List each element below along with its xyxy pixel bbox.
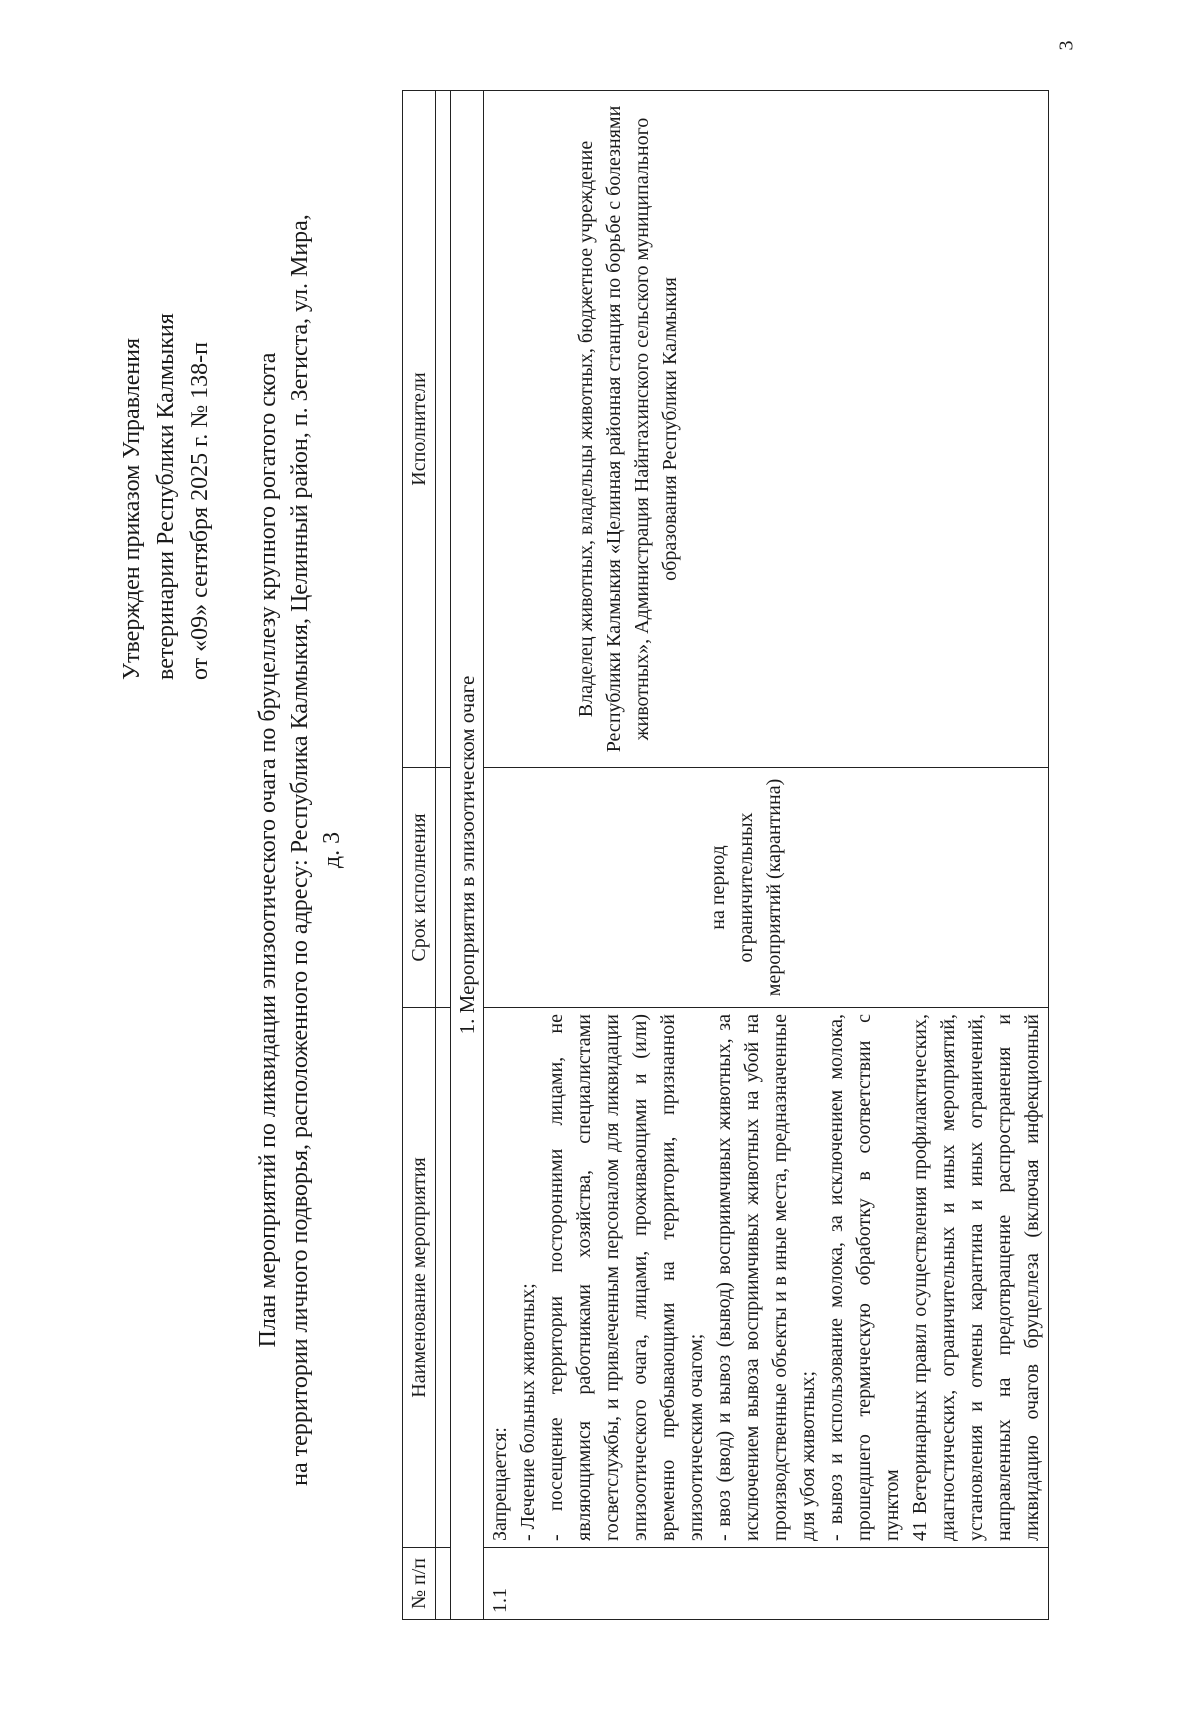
description-line: направленных на предотвращение распространения и xyxy=(993,1014,1015,1541)
header-num: № п/п xyxy=(403,1548,436,1620)
table-header-row xyxy=(403,91,436,1620)
spacer-cell xyxy=(436,1008,451,1548)
approval-line-2: ветеринарии Республики Калмыкия xyxy=(153,313,179,680)
title-line-3: д. 3 xyxy=(319,831,345,869)
table-spacer-row xyxy=(436,91,451,1620)
approval-line-1: Утвержден приказом Управления xyxy=(119,337,145,680)
description-line: Запрещается: xyxy=(489,1427,511,1541)
description-line: установления и отмены карантина и иных ограничений, xyxy=(965,1014,987,1541)
description-line: - вывоз и использование молока, за исключением молока, xyxy=(825,1014,847,1541)
plan-table xyxy=(402,90,1049,1620)
description-line: временно пребывающими на территории, признанной xyxy=(657,1014,679,1541)
approval-stamp-text xyxy=(115,120,217,680)
description-line: госветслужбы, и привлеченным персоналом для ликвидации xyxy=(601,1014,623,1541)
header-name: Наименование мероприятия xyxy=(403,1008,436,1548)
description-line: являющимися работниками хозяйства, специалистами xyxy=(573,1014,595,1541)
rotated-page-content xyxy=(20,40,1180,1680)
section-title: 1. Мероприятия в эпизоотическом очаге xyxy=(451,91,484,1620)
title-line-1: План мероприятий по ликвидации эпизоотического очага по бруцеллезу крупного рогатого скота xyxy=(255,352,281,1348)
page-number: 3 xyxy=(1055,40,1078,51)
description-line: производственные объекты и в иные места, предназначенные xyxy=(769,1014,791,1541)
row-term: на период ограничительных мероприятий (карантина) xyxy=(484,768,1049,1008)
row-description xyxy=(484,1008,1049,1548)
document-title xyxy=(252,80,348,1620)
description-line: - ввоз (ввод) и вывоз (вывод) восприимчивых животных, за xyxy=(713,1014,735,1541)
approval-line-3: от «09» сентября 2025 г. № 138-п xyxy=(187,342,213,680)
header-term: Срок исполнения xyxy=(403,768,436,1008)
row-executors: Владелец животных, владельцы животных, бюджетное учреждение Республики Калмыкия «Целинная районная станция по борьбе с болезнями животных», Администрация Найнтахинского сельского муниципального образования Республики Калмыкия xyxy=(484,91,1049,768)
title-line-2: на территории личного подворья, расположенного по адресу: Республика Калмыкия, Целинный район, п. Зегиста, ул. Мира, xyxy=(287,214,313,1486)
table-row xyxy=(484,91,1049,1620)
description-line: эпизоотического очага, лицами, проживающими и (или) xyxy=(629,1014,651,1541)
spacer-cell xyxy=(436,91,451,768)
description-line: для убоя животных; xyxy=(797,1370,819,1541)
description-line: исключением вывоза восприимчивых животных на убой на xyxy=(741,1014,763,1541)
description-line: - посещение территории посторонними лицами, не xyxy=(545,1014,567,1541)
description-line: 41 Ветеринарных правил осуществления профилактических, xyxy=(909,1014,931,1541)
description-line: прошедшего термическую обработку в соответствии с пунктом xyxy=(853,1014,903,1541)
row-num: 1.1 xyxy=(484,1548,1049,1620)
description-line: - Лечение больных животных; xyxy=(517,1283,539,1541)
spacer-cell xyxy=(436,1548,451,1620)
description-line: ликвидацию очагов бруцеллеза (включая инфекционный xyxy=(1021,1014,1043,1541)
section-row xyxy=(451,91,484,1620)
spacer-cell xyxy=(436,768,451,1008)
description-line: эпизоотическим очагом; xyxy=(685,1333,707,1541)
header-executors: Исполнители xyxy=(403,91,436,768)
description-line: диагностических, ограничительных и иных мероприятий, xyxy=(937,1014,959,1541)
